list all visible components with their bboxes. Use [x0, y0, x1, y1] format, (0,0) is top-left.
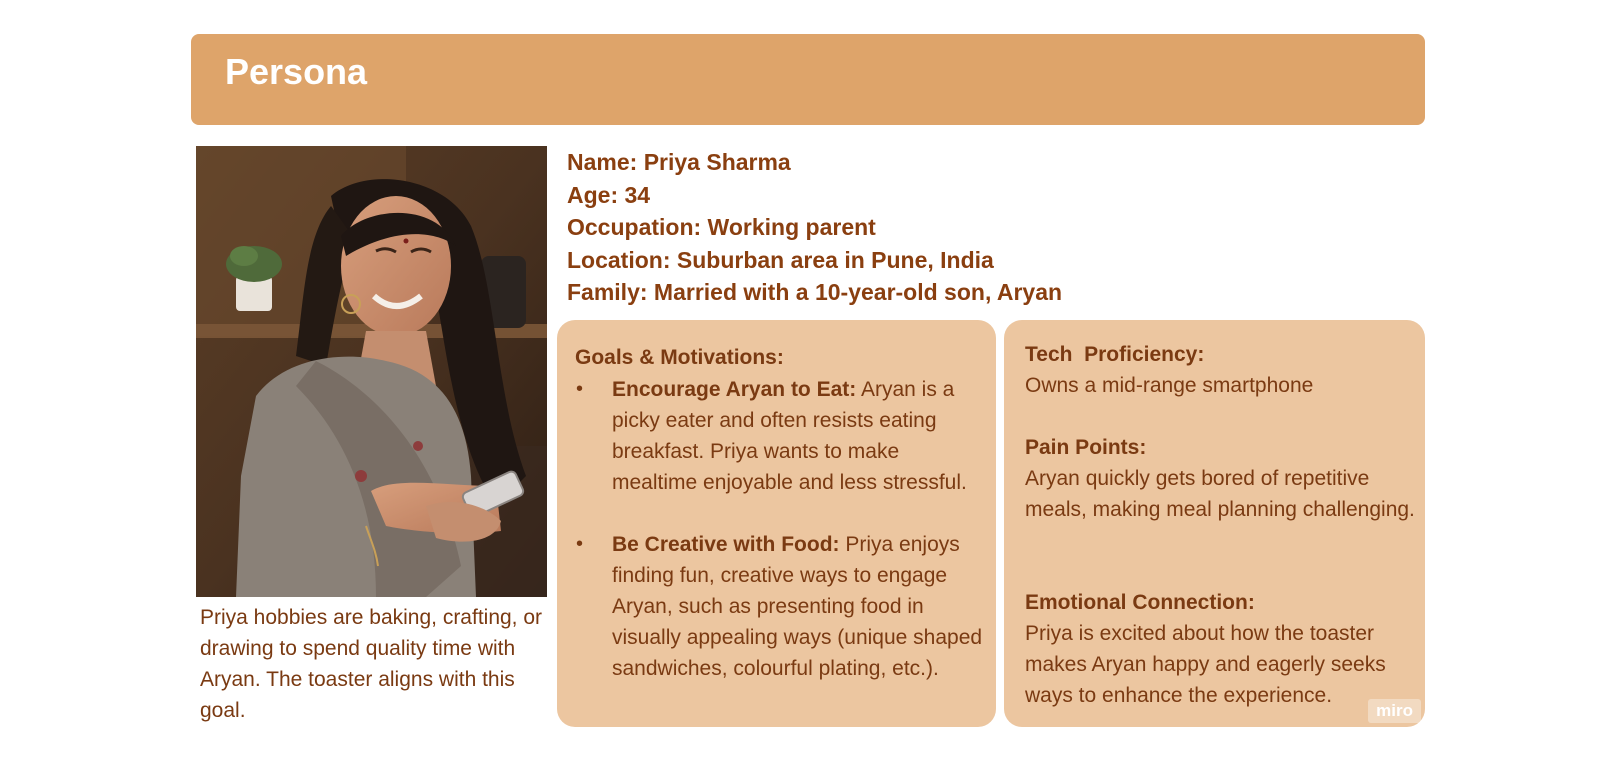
section-text: Aryan quickly gets bored of repetitive meals, making meal planning challenging. — [1025, 467, 1415, 521]
details-card — [1004, 320, 1425, 727]
section-title: Emotional Connection: — [1025, 591, 1255, 614]
section-text: Priya is excited about how the toaster makes Aryan happy and eagerly seeks ways to enhance the experience. — [1025, 622, 1386, 707]
tech-proficiency-section — [1025, 339, 1420, 401]
goals-card — [557, 320, 996, 727]
page-title: Persona — [225, 51, 368, 92]
woman-photo-illustration — [196, 146, 547, 597]
fact-location: Location: Suburban area in Pune, India — [567, 246, 994, 273]
bullet-icon: • — [576, 533, 584, 555]
persona-photo — [196, 146, 547, 597]
pain-points-section — [1025, 432, 1420, 525]
persona-facts — [567, 146, 1127, 309]
header-banner — [191, 34, 1425, 125]
section-title: Pain Points: — [1025, 436, 1147, 459]
fact-occupation: Occupation: Working parent — [567, 214, 876, 240]
goal-title: Be Creative with Food: — [612, 533, 840, 556]
bullet-icon: • — [576, 378, 584, 400]
goal-text: Priya enjoys finding fun, creative ways to engage Aryan, such as presenting food in visually appealing ways (unique shaped sandwiches, colourful plating, etc.). — [612, 533, 983, 680]
fact-age: Age: 34 — [567, 181, 651, 208]
miro-watermark: miro — [1368, 699, 1421, 723]
emotional-connection-section — [1025, 587, 1420, 711]
goal-text: Aryan is a picky eater and often resists eating breakfast. Priya wants to make mealtime enjoyable and less stressful. — [612, 378, 967, 494]
fact-name: Name: Priya Sharma — [567, 149, 791, 175]
goal-item — [576, 529, 987, 684]
goal-title: Encourage Aryan to Eat: — [612, 378, 857, 401]
goals-heading: Goals & Motivations: — [575, 346, 784, 369]
section-text: Owns a mid-range smartphone — [1025, 374, 1314, 397]
fact-family: Family: Married with a 10-year-old son, Aryan — [567, 279, 1063, 305]
photo-caption: Priya hobbies are baking, crafting, or drawing to spend quality time with Aryan. The toaster aligns with this goal. — [200, 606, 543, 722]
section-title: Tech Proficiency: — [1025, 343, 1205, 366]
goal-item — [576, 374, 987, 498]
